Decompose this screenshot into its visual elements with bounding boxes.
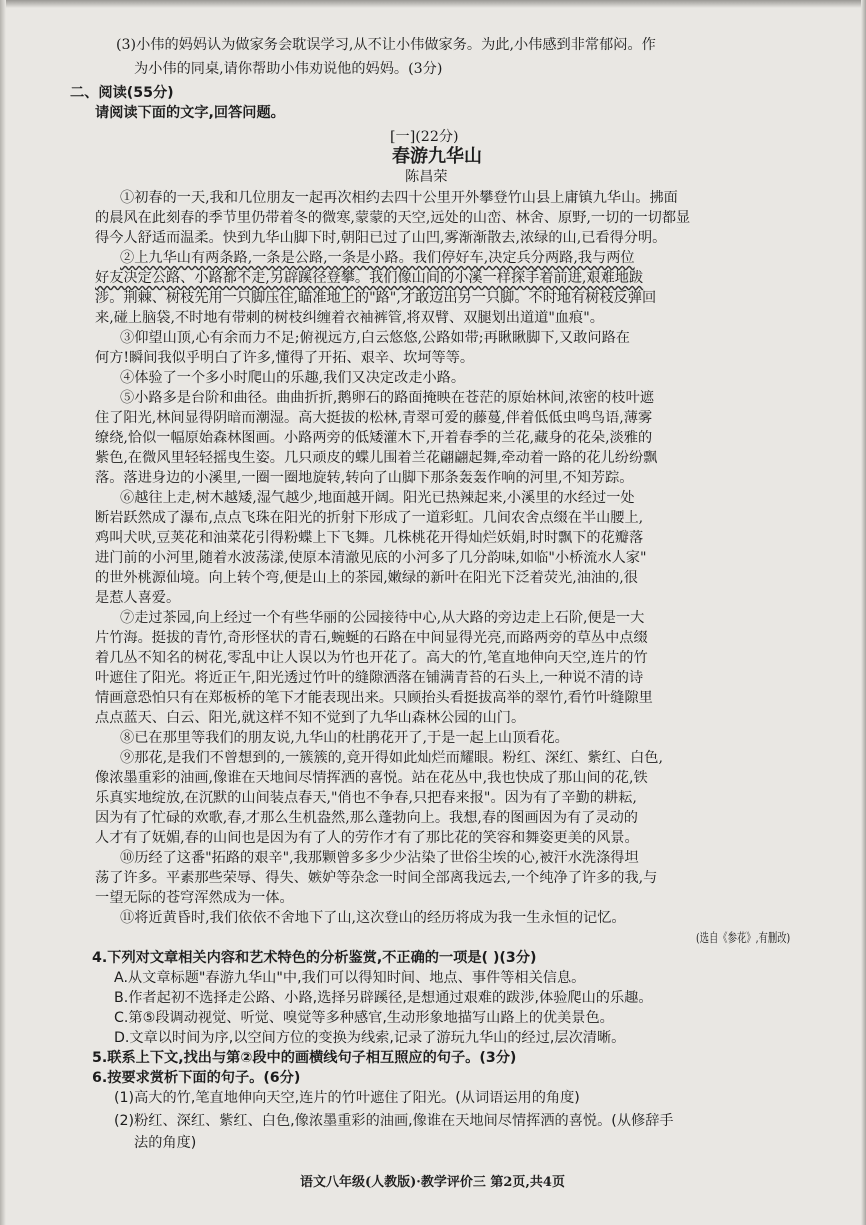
text-line: 鸡叫犬吠,豆荚花和油菜花引得粉蝶上下飞舞。几株桃花开得灿烂妖娟,时时飘下的花瓣落 (95, 530, 644, 546)
text-line: 片竹海。挺拔的青竹,奇形怪状的青石,蜿蜒的石路在中间显得光亮,而路两旁的草丛中点缀 (95, 630, 648, 646)
text-line: ⑦走过茶园,向上经过一个有些华丽的公园接待中心,从大路的旁边走上石阶,便是一大 (120, 610, 645, 626)
text-line: C.第⑤段调动视觉、听觉、嗅觉等多种感官,生动形象地描写山路上的优美景色。 (114, 1010, 614, 1026)
text-line: (选自《参花》,有删改) (696, 930, 791, 945)
text-line: 为小伟的同桌,请你帮助小伟劝说他的妈妈。(3分) (134, 61, 443, 77)
text-line: [一](22分) (390, 129, 459, 145)
text-line: ⑥越往上走,树木越矮,湿气越少,地面越开阔。阳光已热辣起来,小溪里的水经过一处 (120, 490, 635, 506)
text-line: ③仰望山顶,心有余而力不足;俯视远方,白云悠悠,公路如带;再瞅瞅脚下,又敢问路在 (120, 330, 630, 346)
text-line: 着几丛不知名的树花,零乱中让人误以为竹也开花了。高大的竹,笔直地伸向天空,连片的竹 (95, 650, 648, 666)
text-line: 紫色,在微风里轻轻摇曳生姿。几只顽皮的蝶儿围着兰花翩翩起舞,牵动着一路的花儿纷纷飘 (95, 450, 658, 466)
text-line: (2)粉红、深红、紫红、白色,像浓墨重彩的油画,像谁在天地间尽情挥洒的喜悦。(从修辞手 (114, 1113, 674, 1129)
text-line: 春游九华山 (392, 146, 482, 167)
text-line: 点点蓝天、白云、阳光,就这样不知不觉到了九华山森林公园的山门。 (95, 710, 526, 726)
text-line: 陈昌荣 (405, 169, 448, 185)
text-line: 落。落进身边的小溪里,一圈一圈地旋转,转向了山脚下那条轰轰作响的河里,不知芳踪。 (95, 470, 634, 486)
text-line: ②上九华山有两条路,一条是公路,一条是小路。我们停好车,决定兵分两路,我与两位 (120, 250, 635, 266)
text-line: 断岩跃然成了瀑布,点点飞珠在阳光的折射下形成了一道彩虹。几间农舍点缀在半山腰上, (95, 510, 644, 526)
text-line: 何方!瞬间我似乎明白了许多,懂得了开拓、艰辛、坎坷等等。 (95, 350, 475, 366)
text-line: 得今人舒适而温柔。快到九华山脚下时,朝阳已过了山凹,雾渐渐散去,浓绿的山,已看得分明。 (95, 230, 667, 246)
text-line: 进门前的小河里,随着水波荡漾,使原本清澈见底的小河多了几分韵味,如临"小桥流水人家" (95, 550, 647, 566)
scan-shadow-top (0, 0, 866, 8)
text-line: 4.下列对文章相关内容和艺术特色的分析鉴赏,不正确的一项是( )(3分) (92, 950, 537, 966)
text-line: 请阅读下面的文字,回答问题。 (95, 105, 285, 121)
text-line: 5.联系上下文,找出与第②段中的画横线句子相互照应的句子。(3分) (92, 1050, 517, 1066)
text-line: 荡了许多。平素那些荣辱、得失、嫉妒等杂念一时间全部离我远去,一个纯净了许多的我,与 (95, 870, 658, 886)
text-line: 好友决定公路、小路都不走,另辟蹊径登攀。我们像山间的小溪一样探手着前进,艰难地跋 (95, 270, 644, 286)
scan-shadow-right (861, 0, 866, 1225)
text-line: ⑩历经了这番"拓路的艰辛",我那颗曾多多少少沾染了世俗尘埃的心,被汗水洗涤得坦 (120, 850, 639, 866)
text-line: 乐真实地绽放,在沉默的山间装点春天,"俏也不争春,只把春来报"。因为有了辛勤的耕耘, (95, 790, 637, 806)
text-line: 涉。荆棘、树枝先用一只脚压住,瞄准地上的"路",才敢迈出另一只脚。不时地有树枝反弹回 (95, 290, 657, 306)
text-line: 住了阳光,林间显得阴暗而潮湿。高大挺拔的松林,青翠可爱的藤蔓,伴着低低虫鸣鸟语,薄雾 (95, 410, 653, 426)
text-line: 法的角度) (134, 1135, 197, 1151)
text-line: B.作者起初不选择走公路、小路,选择另辟蹊径,是想通过艰难的跋涉,体验爬山的乐趣。 (114, 990, 653, 1006)
text-line: 的世外桃源仙境。向上转个弯,便是山上的茶园,嫩绿的新叶在阳光下泛着荧光,油油的,很 (95, 570, 638, 586)
text-line: 叶遮住了阳光。将近正午,阳光透过竹叶的缝隙洒落在铺满青苔的石头上,一种说不清的诗 (95, 670, 644, 686)
text-line: 因为有了忙碌的欢歌,春,才那么生机盎然,那么蓬勃向上。我想,春的图画因为有了灵动的 (95, 810, 638, 826)
text-line: (3)小伟的妈妈认为做家务会耽误学习,从不让小伟做家务。为此,小伟感到非常郁闷。作 (116, 37, 656, 53)
text-line: ⑤小路多是台阶和曲径。曲曲折折,鹅卵石的路面掩映在苍茫的原始林间,浓密的枝叶遮 (120, 390, 654, 406)
text-line: 的晨风在此刻春的季节里仍带着冬的微寒,蒙蒙的天空,远处的山峦、林舍、原野,一切的一切都显 (95, 210, 691, 226)
text-line: 来,碰上脑袋,不时地有带刺的树枝纠缠着衣袖裤管,将双臂、双腿划出道道"血痕"。 (95, 310, 604, 326)
text-line: 像浓墨重彩的油画,像谁在天地间尽情挥洒的喜悦。站在花丛中,我也快成了那山间的花,铁 (95, 770, 648, 786)
text-line: 缭绕,恰似一幅原始森林图画。小路两旁的低矮灌木下,开着春季的兰花,藏身的花朵,淡雅的 (95, 430, 653, 446)
text-line: ⑧已在那里等我们的朋友说,九华山的杜鹃花开了,于是一起上山顶看花。 (120, 730, 569, 746)
text-line: A.从文章标题"春游九华山"中,我们可以得知时间、地点、事件等相关信息。 (114, 970, 586, 986)
text-line: D.文章以时间为序,以空间方位的变换为线索,记录了游玩九华山的经过,层次清晰。 (114, 1030, 626, 1046)
text-line: 人才有了妩媚,春的山间也是因为有了人的劳作才有了那比花的笑容和舞姿更美的风景。 (95, 830, 639, 846)
text-line: ⑨那花,是我们不曾想到的,一簇簇的,竟开得如此灿烂而耀眼。粉红、深红、紫红、白色, (120, 750, 663, 766)
text-line: 语文八年级(人教版)·教学评价三 第2页,共4页 (300, 1175, 565, 1190)
text-line: 一望无际的苍穹浑然成为一体。 (95, 890, 294, 906)
text-line: 是惹人喜爱。 (95, 590, 181, 606)
text-line: 二、阅读(55分) (70, 85, 174, 101)
text-line: 6.按要求赏析下面的句子。(6分) (92, 1070, 301, 1086)
scan-shadow-left (0, 0, 6, 1225)
text-line: ④体验了一个多小时爬山的乐趣,我们又决定改走小路。 (120, 370, 466, 386)
text-line: ⑪将近黄昏时,我们依依不舍地下了山,这次登山的经历将成为我一生永恒的记忆。 (120, 910, 626, 926)
text-line: 情画意恐怕只有在郑板桥的笔下才能表现出来。只顾抬头看挺拔高举的翠竹,看竹叶缝隙里 (95, 690, 653, 706)
text-line: ①初春的一天,我和几位朋友一起再次相约去四十公里开外攀登竹山县上庸镇九华山。拂面 (120, 190, 678, 206)
text-line: (1)高大的竹,笔直地伸向天空,连片的竹叶遮住了阳光。(从词语运用的角度) (114, 1090, 580, 1106)
